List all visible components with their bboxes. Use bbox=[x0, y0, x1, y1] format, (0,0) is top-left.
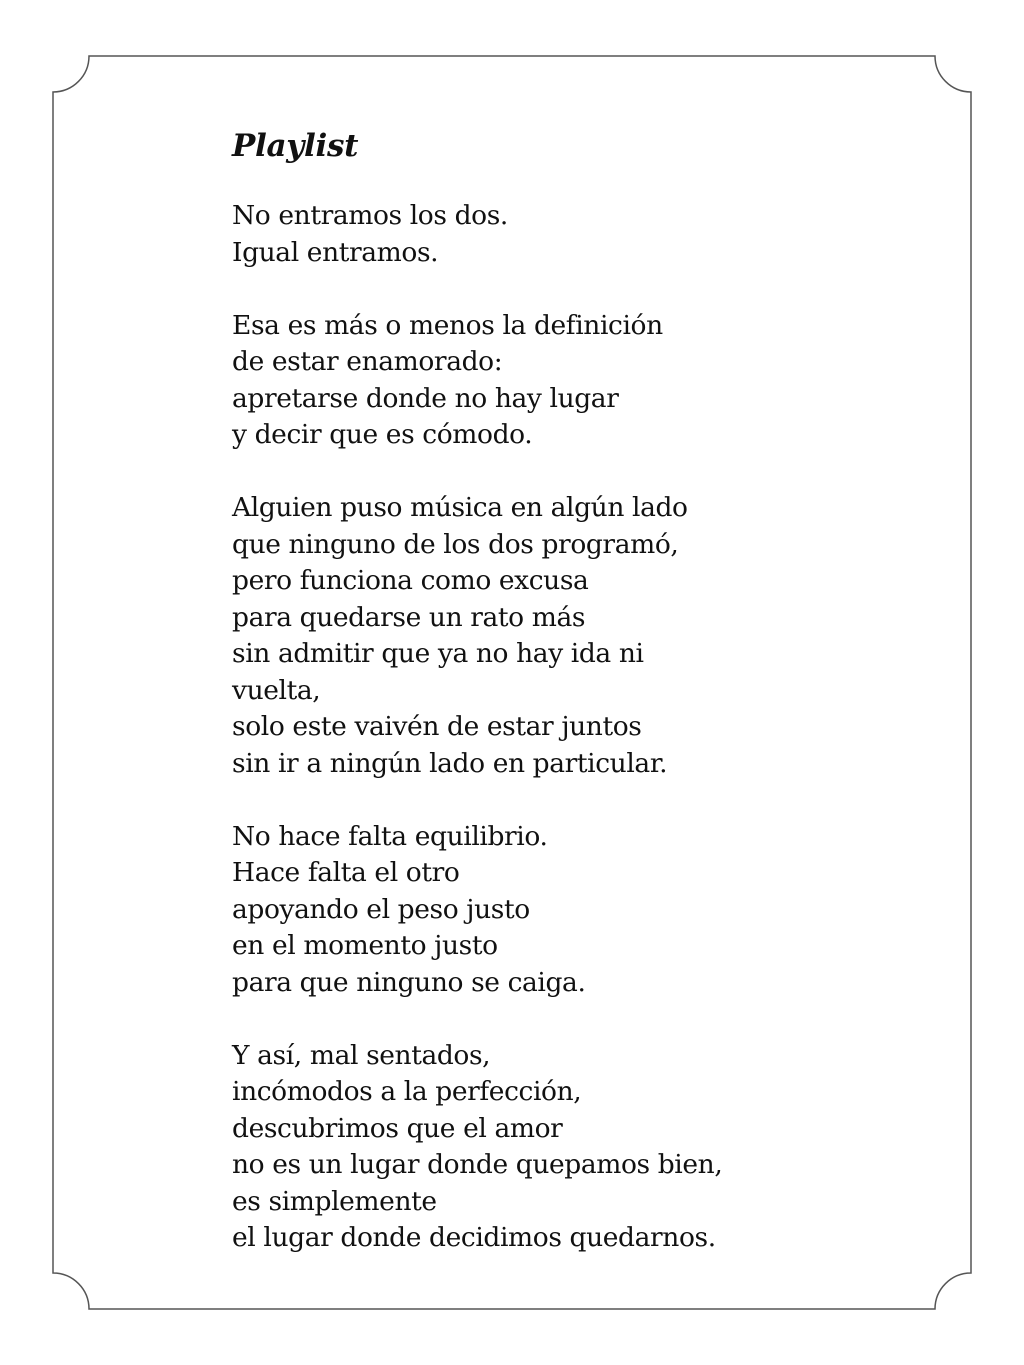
poem-line: solo este vaivén de estar juntos bbox=[232, 711, 642, 742]
poem-line: que ninguno de los dos programó, bbox=[232, 528, 679, 560]
poem-line: sin ir a ningún lado en particular. bbox=[232, 747, 668, 779]
poem-line: incómodos a la perfección, bbox=[232, 1076, 582, 1107]
poem-line: apoyando el peso justo bbox=[232, 893, 530, 925]
poem-line: pero funciona como excusa bbox=[232, 565, 589, 596]
poem-line: descubrimos que el amor bbox=[232, 1112, 563, 1144]
poem-line: para quedarse un rato más bbox=[232, 601, 586, 633]
poem-line: No entramos los dos. bbox=[232, 200, 508, 231]
poem bbox=[232, 124, 932, 1293]
poem-line: no es un lugar donde quepamos bien, bbox=[232, 1149, 723, 1180]
poem-line: Igual entramos. bbox=[232, 236, 439, 268]
poem-line: y decir que es cómodo. bbox=[232, 419, 533, 450]
stanza bbox=[232, 198, 932, 271]
stanza bbox=[232, 490, 932, 782]
poem-line: Y así, mal sentados, bbox=[232, 1039, 491, 1071]
poem-title: Playlist bbox=[232, 128, 359, 164]
poem-line: para que ninguno se caiga. bbox=[232, 966, 586, 998]
stanza bbox=[232, 819, 932, 1002]
poem-line: el lugar donde decidimos quedarnos. bbox=[232, 1222, 716, 1253]
poem-line: en el momento justo bbox=[232, 930, 498, 961]
poem-line: sin admitir que ya no hay ida ni bbox=[232, 638, 644, 669]
poem-line: Esa es más o menos la definición bbox=[232, 309, 663, 341]
stanza bbox=[232, 1038, 932, 1257]
stanza bbox=[232, 308, 932, 454]
poem-line: vuelta, bbox=[232, 674, 321, 706]
poem-line: apretarse donde no hay lugar bbox=[232, 382, 619, 414]
poem-line: Hace falta el otro bbox=[232, 857, 460, 888]
poem-line: es simplemente bbox=[232, 1185, 437, 1217]
poem-line: Alguien puso música en algún lado bbox=[232, 492, 688, 523]
poem-line: No hace falta equilibrio. bbox=[232, 820, 548, 852]
poem-line: de estar enamorado: bbox=[232, 346, 503, 377]
